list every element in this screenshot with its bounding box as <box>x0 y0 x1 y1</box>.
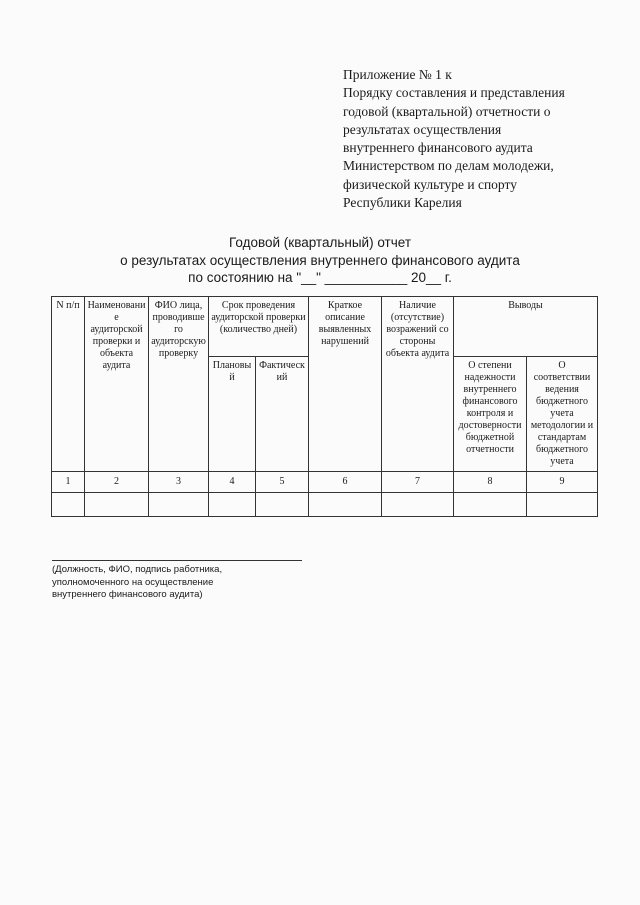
table-cell <box>52 493 85 517</box>
header-conclusions: Выводы <box>454 297 598 357</box>
column-number: 4 <box>209 472 256 493</box>
header-objections: Наличие (отсутствие) возражений со стороны объекта аудита <box>382 297 454 472</box>
report-date-line: по состоянию на "__" ___________ 20__ г. <box>188 270 452 285</box>
column-number: 3 <box>149 472 209 493</box>
column-number: 2 <box>85 472 149 493</box>
signature-note-line: уполномоченного на осуществление <box>52 576 214 588</box>
header-term-planned: Плановый <box>209 357 256 472</box>
column-number: 1 <box>52 472 85 493</box>
appendix-line: внутреннего финансового аудита <box>343 140 533 156</box>
appendix-line: результатах осуществления <box>343 121 502 137</box>
table-cell <box>382 493 454 517</box>
table-cell <box>149 493 209 517</box>
signature-note <box>52 564 312 602</box>
column-number: 8 <box>454 472 527 493</box>
table-cell <box>85 493 149 517</box>
report-subtitle: о результатах осуществления внутреннего финансового аудита <box>120 253 520 268</box>
appendix-note <box>343 66 633 212</box>
table-cell <box>454 493 527 517</box>
appendix-line: Приложение № 1 к <box>343 67 452 82</box>
column-number: 5 <box>256 472 309 493</box>
header-num: N п/п <box>52 297 85 472</box>
appendix-line: Порядку составления и представления <box>343 85 565 101</box>
empty-data-row <box>52 493 598 517</box>
report-title: Годовой (квартальный) отчет <box>228 235 412 250</box>
appendix-line: Министерством по делам молодежи, <box>343 158 554 174</box>
column-number: 9 <box>527 472 598 493</box>
header-conclusion-reliability: О степени надежности внутреннего финансового контроля и достоверности бюджетной отчетности <box>454 357 527 472</box>
report-table <box>51 296 598 517</box>
appendix-line: Республики Карелия <box>343 195 462 211</box>
signature-line <box>52 560 302 561</box>
signature-note-line: (Должность, ФИО, подпись работника, <box>52 564 223 575</box>
column-number-row <box>52 472 598 493</box>
signature-note-line: внутреннего финансового аудита) <box>52 589 203 600</box>
table-cell <box>309 493 382 517</box>
header-audit-term: Срок проведения аудиторской проверки (количество дней) <box>209 297 309 357</box>
header-conclusion-accounting: О соответствии ведения бюджетного учета методологии и стандартам бюджетного учета <box>527 357 598 472</box>
table-cell <box>527 493 598 517</box>
appendix-line: годовой (квартальной) отчетности о <box>343 103 551 119</box>
table-cell <box>256 493 309 517</box>
column-number: 7 <box>382 472 454 493</box>
header-auditor-fio: ФИО лица, проводившего аудиторскую проверку <box>149 297 209 472</box>
header-audit-name: Наименование аудиторской проверки и объекта аудита <box>85 297 149 472</box>
appendix-line: физической культуре и спорту <box>343 176 517 192</box>
table-cell <box>209 493 256 517</box>
column-number: 6 <box>309 472 382 493</box>
header-term-actual: Фактический <box>256 357 309 472</box>
header-violations: Краткое описание выявленных нарушений <box>309 297 382 472</box>
